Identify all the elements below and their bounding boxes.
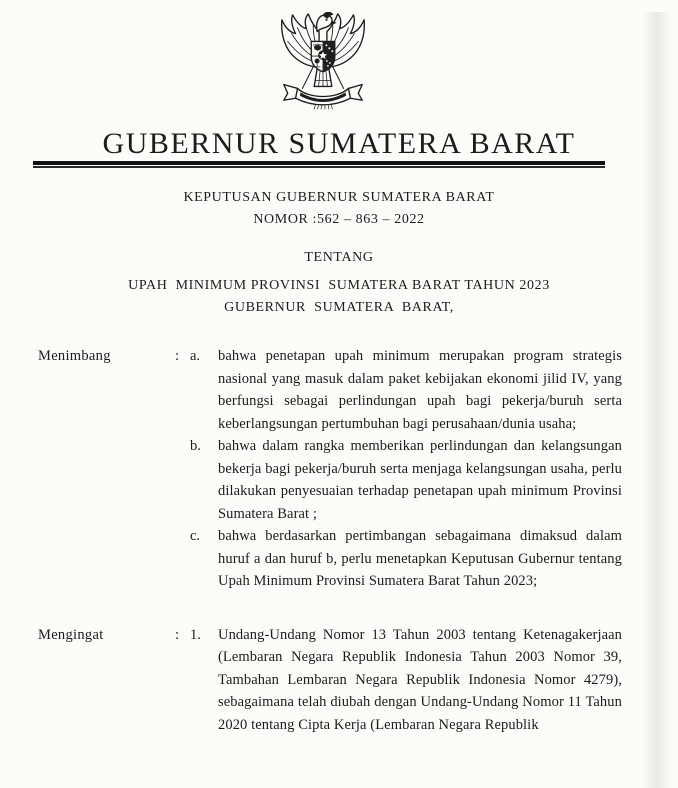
section-label: Menimbang — [38, 348, 111, 364]
section-colon: : — [175, 626, 180, 643]
decree-number-line: NOMOR :562 – 863 – 2022 — [253, 212, 425, 227]
section-colon: : — [175, 348, 180, 364]
section-label: Mengingat — [38, 626, 104, 643]
tentang-label: TENTANG — [304, 250, 374, 265]
item-text: bahwa penetapan upah minimum merupakan program strategis nasional yang masuk dalam paket kebijakan ekonomi jilid IV, yang berfungsi sebagai perlindungan upah bagi pekerja/buruh serta keberlangsungan pertumbuhan bagi perusahaan/dunia usaha; — [218, 348, 622, 432]
decree-subject-line: UPAH MINIMUM PROVINSI SUMATERA BARAT TAHUN 2023 — [128, 278, 550, 293]
decree-title-line: KEPUTUSAN GUBERNUR SUMATERA BARAT — [183, 190, 495, 205]
item-marker: b. — [190, 438, 201, 454]
menimbang-item-c — [0, 525, 678, 593]
page-title: GUBERNUR SUMATERA BARAT — [102, 127, 576, 160]
menimbang-item-b — [0, 435, 678, 525]
decree-issuer-line: GUBERNUR SUMATERA BARAT, — [224, 300, 454, 315]
header-divider — [33, 161, 605, 168]
divider-thin-line — [33, 166, 605, 168]
section-menimbang — [0, 345, 678, 593]
item-marker: 1. — [190, 626, 201, 643]
section-mengingat — [0, 624, 678, 737]
garuda-pancasila-emblem — [273, 12, 373, 110]
item-marker: c. — [190, 528, 201, 544]
item-marker: a. — [190, 348, 201, 364]
mengingat-item-1 — [0, 624, 678, 737]
menimbang-item-a — [0, 345, 678, 435]
item-text: Undang-Undang Nomor 13 Tahun 2003 tentang Ketenagakerjaan (Lembaran Negara Republik Indonesia Tahun 2003 Nomor 39, Tambahan Lembaran Negara Republik Indonesia Nomor 4279), sebagaimana telah diubah dengan Undang-Undang Nomor 11 Tahun 2020 tentang Cipta Kerja (Lembaran Negara Republik — [218, 626, 622, 733]
garuda-pancasila-icon — [273, 12, 373, 110]
decree-body — [0, 345, 678, 736]
item-text: bahwa dalam rangka memberikan perlindungan dan kelangsungan bekerja bagi pekerja/buruh serta menjaga kelangsungan usaha, perlu dilakukan penyesuaian terhadap penetapan upah minimum Provinsi Sumatera Barat ; — [218, 438, 622, 522]
item-text: bahwa berdasarkan pertimbangan sebagaimana dimaksud dalam huruf a dan huruf b, perlu menetapkan Keputusan Gubernur tentang Upah Minimum Provinsi Sumatera Barat Tahun 2023; — [218, 528, 622, 589]
